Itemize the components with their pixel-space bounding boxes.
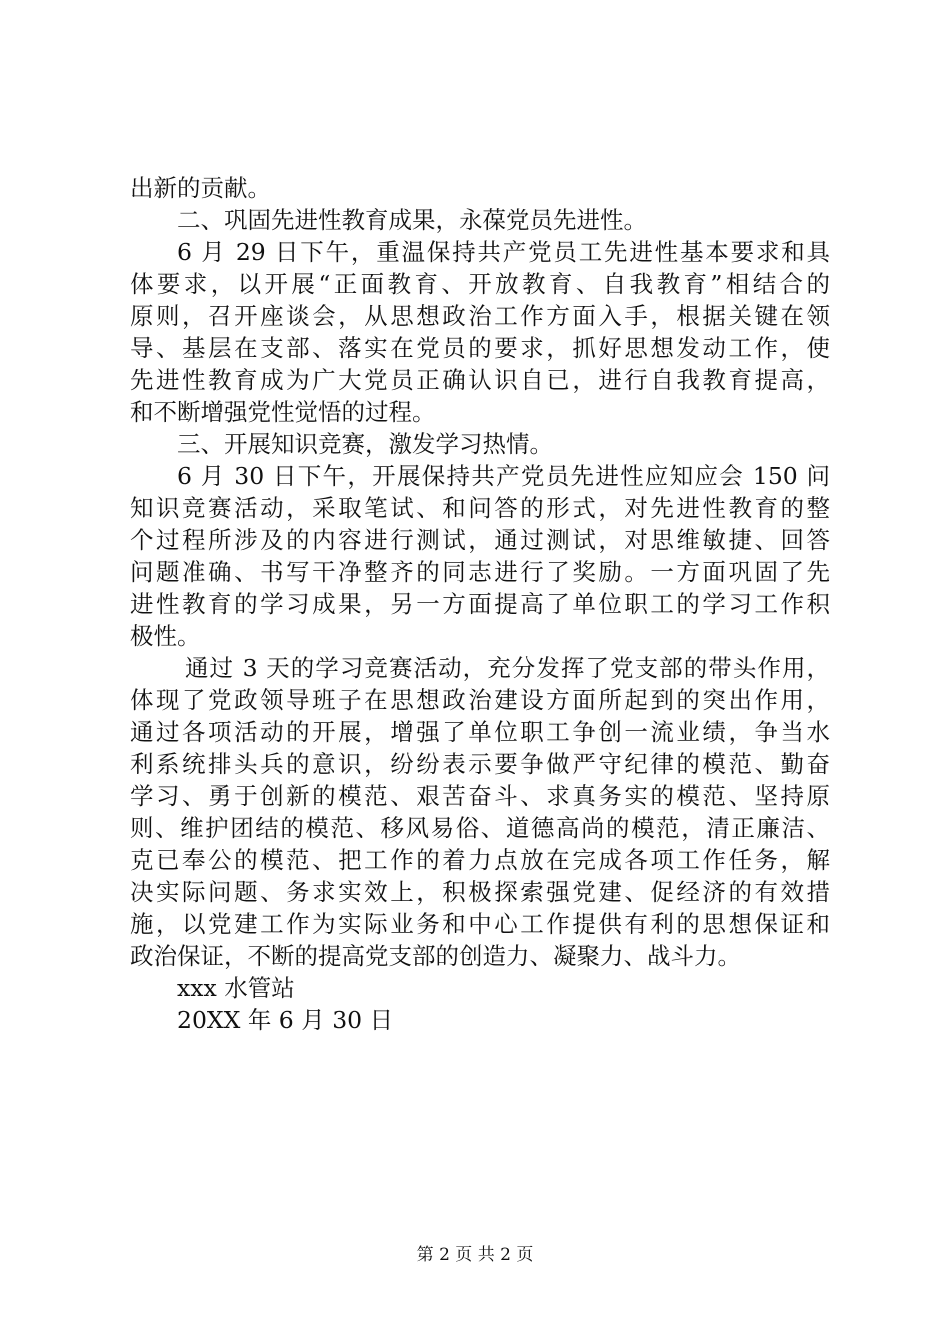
text-line: 学习、勇于创新的模范、艰苦奋斗、求真务实的模范、坚持原 [130,782,830,810]
text-line: 利系统排头兵的意识，纷纷表示要争做严守纪律的模范、勤奋 [130,750,830,778]
text-line: 克已奉公的模范、把工作的着力点放在完成各项工作任务，解 [130,846,830,874]
text-line: 极性。 [130,622,201,650]
text-line: 出新的贡献。 [130,174,271,202]
text-line: 三、开展知识竞赛，激发学习热情。 [177,430,553,458]
text-line: 施，以党建工作为实际业务和中心工作提供有利的思想保证和 [130,910,830,938]
text-line: 政治保证，不断的提高党支部的创造力、凝聚力、战斗力。 [130,942,741,970]
text-line: 则、维护团结的模范、移风易俗、道德高尚的模范，清正廉洁、 [130,814,830,842]
text-line: 先进性教育成为广大党员正确认识自已，进行自我教育提高， [130,366,830,394]
text-line: 6 月 29 日下午，重温保持共产党员工先进性基本要求和具 [177,238,830,266]
text-line: 体要求，以开展“正面教育、开放教育、自我教育”相结合的 [130,270,830,298]
text-line: 问题准确、书写干净整齐的同志进行了奖励。一方面巩固了先 [130,558,830,586]
page-footer: 第 2 页 共 2 页 [416,1245,534,1265]
text-line: 20XX 年 6 月 30 日 [177,1006,394,1034]
text-line: 6 月 30 日下午，开展保持共产党员先进性应知应会 150 问 [177,462,830,490]
text-line: xxx 水管站 [177,974,295,1002]
text-line: 体现了党政领导班子在思想政治建设方面所起到的突出作用， [130,686,830,714]
text-line: 通过 3 天的学习竞赛活动，充分发挥了党支部的带头作用， [185,654,830,682]
document-body [130,172,830,1036]
text-line: 知识竞赛活动，采取笔试、和问答的形式，对先进性教育的整 [130,494,830,522]
text-line: 二、巩固先进性教育成果，永葆党员先进性。 [177,206,647,234]
text-line: 个过程所涉及的内容进行测试，通过测试，对思维敏捷、回答 [130,526,830,554]
text-line: 和不断增强党性觉悟的过程。 [130,398,436,426]
text-line: 进性教育的学习成果，另一方面提高了单位职工的学习工作积 [130,590,830,618]
text-line: 原则，召开座谈会，从思想政治工作方面入手，根据关键在领 [130,302,830,330]
text-line: 决实际问题、务求实效上，积极探索强党建、促经济的有效措 [130,878,830,906]
text-line: 导、基层在支部、落实在党员的要求，抓好思想发动工作，使 [130,334,830,362]
text-line: 通过各项活动的开展，增强了单位职工争创一流业绩，争当水 [130,718,830,746]
